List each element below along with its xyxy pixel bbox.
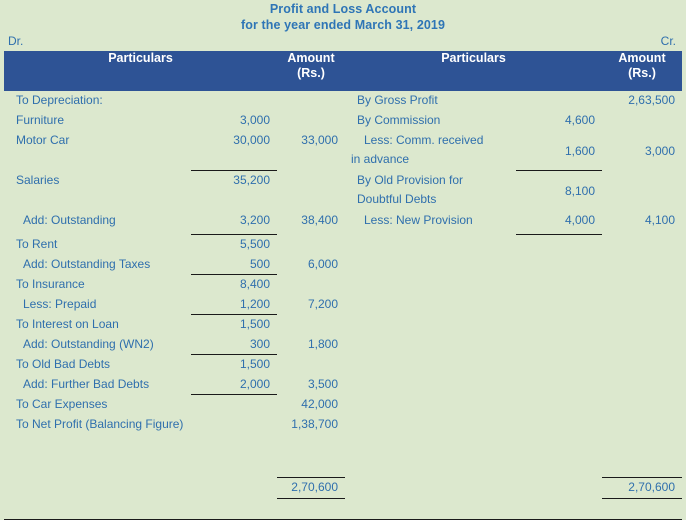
debit-particular-label: To Rent bbox=[16, 237, 58, 251]
table-row bbox=[4, 255, 682, 275]
debit-sub-amount: 1,500 bbox=[239, 357, 270, 371]
credit-particular-cell bbox=[345, 91, 602, 111]
credit-particular-label-line2: Doubtful Debts bbox=[357, 192, 437, 206]
credit-particular-cell-empty bbox=[345, 375, 602, 395]
debit-amount-cell bbox=[277, 235, 345, 255]
table-row bbox=[4, 335, 682, 355]
debit-amount-cell bbox=[277, 111, 345, 131]
credit-particular-cell-empty bbox=[345, 295, 602, 315]
debit-sub-amount: 5,500 bbox=[239, 237, 270, 251]
debit-amount-cell: 6,000 bbox=[307, 257, 338, 271]
debit-particular-cell bbox=[4, 315, 277, 335]
credit-total-label-cell bbox=[345, 477, 602, 498]
table-row-total bbox=[4, 477, 682, 498]
credit-sub-amount: 4,000 bbox=[564, 213, 595, 227]
credit-particular-cell-empty bbox=[345, 395, 602, 415]
credit-sub-amount: 8,100 bbox=[564, 183, 595, 198]
table-row bbox=[4, 295, 682, 315]
credit-particular-cell-empty bbox=[345, 275, 602, 295]
debit-sub-amount: 3,200 bbox=[239, 213, 270, 227]
header-amount-debit-line2: (Rs.) bbox=[297, 66, 325, 80]
header-amount-credit-line2: (Rs.) bbox=[628, 66, 656, 80]
ledger-table bbox=[4, 51, 682, 520]
header-amount-credit-line1: Amount bbox=[618, 51, 666, 65]
debit-amount-cell bbox=[277, 315, 345, 335]
debit-amount-cell: 7,200 bbox=[307, 297, 338, 311]
debit-particular-cell bbox=[4, 275, 277, 295]
debit-particular-cell bbox=[4, 295, 277, 315]
header-amount-debit bbox=[277, 51, 345, 91]
credit-particular-cell-empty bbox=[345, 255, 602, 275]
closing-cell-debit-amount bbox=[277, 498, 345, 519]
table-row-closing bbox=[4, 498, 682, 519]
debit-particular-label: Add: Outstanding Taxes bbox=[23, 257, 151, 271]
credit-particular-cell-empty bbox=[345, 355, 602, 375]
credit-particular-cell bbox=[345, 171, 602, 211]
credit-amount-cell-empty bbox=[602, 415, 682, 435]
debit-particular-cell bbox=[4, 171, 277, 211]
table-row bbox=[4, 315, 682, 335]
debit-label: Dr. bbox=[8, 34, 24, 48]
debit-particular-cell bbox=[4, 375, 277, 395]
debit-particular-label: To Interest on Loan bbox=[16, 317, 119, 331]
credit-particular-cell-empty bbox=[345, 435, 602, 477]
debit-particular-cell bbox=[4, 335, 277, 355]
debit-particular-label: To Depreciation: bbox=[16, 93, 103, 107]
debit-particular-label: Add: Outstanding bbox=[23, 213, 116, 227]
debit-particular-label: To Insurance bbox=[16, 277, 85, 291]
debit-particular-cell bbox=[4, 415, 277, 435]
credit-particular-label: Less: Comm. received bbox=[364, 133, 484, 147]
credit-particular-label: By Gross Profit bbox=[357, 93, 438, 107]
debit-particular-label: Add: Outstanding (WN2) bbox=[23, 337, 154, 351]
debit-particular-cell bbox=[4, 395, 277, 415]
header-particulars-debit: Particulars bbox=[4, 51, 277, 91]
table-row bbox=[4, 375, 682, 395]
debit-amount-cell bbox=[277, 171, 345, 211]
credit-amount-cell: 2,63,500 bbox=[628, 93, 675, 107]
debit-total-amount: 2,70,600 bbox=[277, 477, 345, 498]
debit-particular-label: Salaries bbox=[16, 173, 60, 187]
header-amount-debit-line1: Amount bbox=[287, 51, 335, 65]
credit-amount-cell-empty bbox=[602, 375, 682, 395]
credit-amount-cell-empty bbox=[602, 235, 682, 255]
debit-sub-amount: 8,400 bbox=[239, 277, 270, 291]
debit-particular-cell bbox=[4, 255, 277, 275]
debit-sub-amount: 2,000 bbox=[239, 377, 270, 391]
table-row bbox=[4, 355, 682, 375]
credit-amount-cell-empty bbox=[602, 255, 682, 275]
debit-sub-amount: 300 bbox=[249, 337, 270, 351]
table-row-blank bbox=[4, 435, 682, 477]
header-amount-credit bbox=[602, 51, 682, 91]
table-row bbox=[4, 211, 682, 235]
debit-sub-amount: 500 bbox=[249, 257, 270, 271]
table-row bbox=[4, 395, 682, 415]
closing-cell-credit-particulars bbox=[345, 498, 602, 519]
credit-amount-cell-empty bbox=[602, 355, 682, 375]
debit-particular-cell bbox=[4, 111, 277, 131]
credit-amount-cell bbox=[602, 171, 682, 211]
debit-particular-label: Furniture bbox=[16, 113, 65, 127]
credit-particular-cell bbox=[345, 131, 602, 171]
table-row bbox=[4, 415, 682, 435]
closing-cell-debit-particulars bbox=[4, 498, 277, 519]
debit-amount-cell bbox=[277, 275, 345, 295]
debit-amount-cell bbox=[277, 91, 345, 111]
table-row bbox=[4, 91, 682, 111]
debit-total-label-cell bbox=[4, 477, 277, 498]
debit-amount-cell: 1,38,700 bbox=[291, 417, 338, 431]
debit-particular-label: Add: Further Bad Debts bbox=[23, 377, 150, 391]
debit-sub-amount: 3,000 bbox=[239, 113, 270, 127]
credit-amount-cell: 3,000 bbox=[644, 143, 675, 158]
credit-particular-cell bbox=[345, 111, 602, 131]
credit-particular-cell-empty bbox=[345, 235, 602, 255]
debit-credit-labels bbox=[0, 33, 686, 51]
closing-cell-credit-amount bbox=[602, 498, 682, 519]
credit-amount-cell bbox=[602, 111, 682, 131]
credit-amount-cell-empty bbox=[602, 335, 682, 355]
title-line-1: Profit and Loss Account bbox=[269, 2, 417, 16]
credit-particular-cell bbox=[345, 211, 602, 235]
credit-sub-amount: 1,600 bbox=[564, 143, 595, 158]
credit-particular-label: By Commission bbox=[357, 113, 441, 127]
debit-amount-cell: 38,400 bbox=[301, 213, 338, 227]
debit-particular-cell bbox=[4, 211, 277, 235]
credit-amount-cell-empty bbox=[602, 295, 682, 315]
credit-sub-amount: 4,600 bbox=[564, 113, 595, 127]
credit-particular-label-line2: in advance bbox=[351, 152, 410, 166]
table-row bbox=[4, 171, 682, 211]
credit-amount-cell-empty bbox=[602, 315, 682, 335]
debit-particular-label: To Car Expenses bbox=[16, 397, 108, 411]
credit-particular-label: Less: New Provision bbox=[364, 213, 473, 227]
debit-amount-cell: 42,000 bbox=[301, 397, 338, 411]
debit-particular-label: Motor Car bbox=[16, 133, 70, 147]
credit-particular-cell-empty bbox=[345, 415, 602, 435]
debit-sub-amount: 30,000 bbox=[233, 133, 270, 147]
debit-sub-amount: 1,500 bbox=[239, 317, 270, 331]
table-row bbox=[4, 235, 682, 255]
credit-amount-cell-empty bbox=[602, 275, 682, 295]
debit-amount-cell: 1,800 bbox=[307, 337, 338, 351]
credit-amount-cell-empty bbox=[602, 395, 682, 415]
debit-sub-amount: 35,200 bbox=[233, 173, 270, 187]
debit-particular-cell bbox=[4, 91, 277, 111]
debit-particular-cell bbox=[4, 131, 277, 171]
debit-amount-cell: 33,000 bbox=[301, 133, 338, 147]
table-row bbox=[4, 131, 682, 171]
debit-particular-cell-empty bbox=[4, 435, 277, 477]
debit-particular-label: To Net Profit (Balancing Figure) bbox=[16, 417, 184, 431]
credit-label: Cr. bbox=[660, 34, 676, 48]
credit-amount-cell-empty bbox=[602, 435, 682, 477]
credit-amount-cell: 4,100 bbox=[644, 213, 675, 227]
debit-sub-amount: 1,200 bbox=[239, 297, 270, 311]
table-header-row bbox=[4, 51, 682, 91]
title-line-2: for the year ended March 31, 2019 bbox=[240, 18, 446, 32]
table-row bbox=[4, 275, 682, 295]
debit-amount-cell-empty bbox=[277, 435, 345, 477]
credit-total-amount: 2,70,600 bbox=[602, 477, 682, 498]
credit-particular-label: By Old Provision for bbox=[357, 173, 464, 187]
statement-title bbox=[0, 0, 686, 33]
debit-amount-cell bbox=[277, 355, 345, 375]
table-row bbox=[4, 111, 682, 131]
debit-particular-label: Less: Prepaid bbox=[23, 297, 97, 311]
debit-particular-cell bbox=[4, 355, 277, 375]
debit-amount-cell: 3,500 bbox=[307, 377, 338, 391]
header-particulars-credit: Particulars bbox=[345, 51, 602, 91]
debit-particular-cell bbox=[4, 235, 277, 255]
credit-particular-cell-empty bbox=[345, 335, 602, 355]
credit-particular-cell-empty bbox=[345, 315, 602, 335]
debit-particular-label: To Old Bad Debts bbox=[16, 357, 111, 371]
